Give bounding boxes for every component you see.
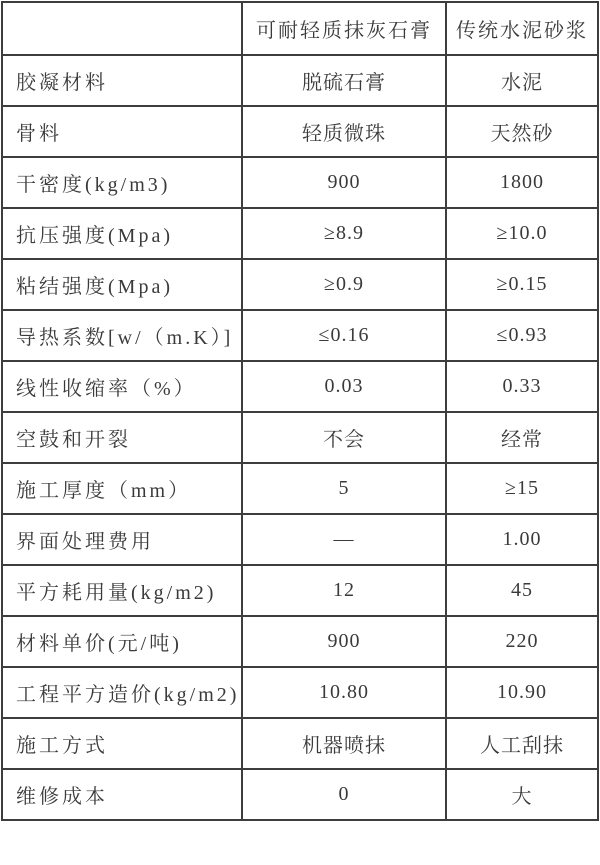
row-value: ≥10.0 <box>446 208 598 259</box>
row-value: 0.33 <box>446 361 598 412</box>
row-value: 天然砂 <box>446 106 598 157</box>
row-label: 平方耗用量(kg/m2) <box>2 565 242 616</box>
row-value: 10.80 <box>242 667 446 718</box>
row-value: 5 <box>242 463 446 514</box>
table-row <box>2 157 598 208</box>
table-row <box>2 259 598 310</box>
row-value: 脱硫石膏 <box>242 55 446 106</box>
row-value: 水泥 <box>446 55 598 106</box>
table-row <box>2 667 598 718</box>
comparison-table <box>1 1 599 821</box>
table-row <box>2 361 598 412</box>
row-value: ≥15 <box>446 463 598 514</box>
header-product-column: 可耐轻质抹灰石膏 <box>242 2 446 55</box>
row-value: 1.00 <box>446 514 598 565</box>
row-value: ≥8.9 <box>242 208 446 259</box>
table-row <box>2 769 598 820</box>
row-label: 干密度(kg/m3) <box>2 157 242 208</box>
table-row <box>2 106 598 157</box>
row-label: 空鼓和开裂 <box>2 412 242 463</box>
table-row <box>2 616 598 667</box>
row-value: 45 <box>446 565 598 616</box>
row-value: 经常 <box>446 412 598 463</box>
row-label: 抗压强度(Mpa) <box>2 208 242 259</box>
row-value: 不会 <box>242 412 446 463</box>
table-row <box>2 55 598 106</box>
row-value: 12 <box>242 565 446 616</box>
row-value: 0 <box>242 769 446 820</box>
row-label: 材料单价(元/吨) <box>2 616 242 667</box>
table-row <box>2 310 598 361</box>
row-value: ≤0.93 <box>446 310 598 361</box>
row-value: — <box>242 514 446 565</box>
row-value: 人工刮抹 <box>446 718 598 769</box>
row-value: 0.03 <box>242 361 446 412</box>
row-value: ≥0.15 <box>446 259 598 310</box>
table-row <box>2 208 598 259</box>
table-row <box>2 565 598 616</box>
row-label: 导热系数[w/（m.K）] <box>2 310 242 361</box>
row-label: 胶凝材料 <box>2 55 242 106</box>
header-empty-cell <box>2 2 242 55</box>
row-value: 大 <box>446 769 598 820</box>
table-row <box>2 412 598 463</box>
table-row <box>2 514 598 565</box>
row-value: ≥0.9 <box>242 259 446 310</box>
table-row <box>2 718 598 769</box>
table-body <box>2 55 598 820</box>
table-row <box>2 463 598 514</box>
row-value: 900 <box>242 157 446 208</box>
row-value: 轻质微珠 <box>242 106 446 157</box>
row-label: 线性收缩率（%） <box>2 361 242 412</box>
row-label: 界面处理费用 <box>2 514 242 565</box>
row-label: 维修成本 <box>2 769 242 820</box>
row-label: 粘结强度(Mpa) <box>2 259 242 310</box>
row-value: 机器喷抹 <box>242 718 446 769</box>
row-value: 1800 <box>446 157 598 208</box>
row-value: ≤0.16 <box>242 310 446 361</box>
row-label: 施工厚度（mm） <box>2 463 242 514</box>
row-value: 220 <box>446 616 598 667</box>
header-row <box>2 2 598 55</box>
header-traditional-column: 传统水泥砂浆 <box>446 2 598 55</box>
row-label: 工程平方造价(kg/m2) <box>2 667 242 718</box>
row-value: 900 <box>242 616 446 667</box>
row-value: 10.90 <box>446 667 598 718</box>
row-label: 施工方式 <box>2 718 242 769</box>
row-label: 骨料 <box>2 106 242 157</box>
